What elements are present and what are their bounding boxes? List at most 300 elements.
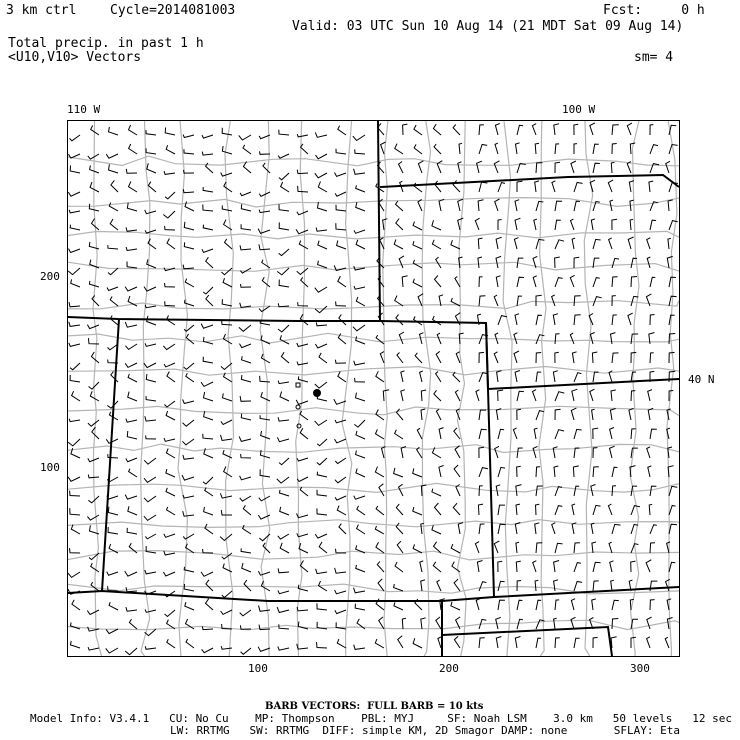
wind-barb (262, 260, 270, 268)
wind-barb (475, 218, 479, 230)
wind-barb (593, 637, 598, 648)
wind-barb (612, 486, 616, 496)
wind-barb (629, 408, 634, 420)
wind-barb (241, 375, 251, 382)
wind-barb (278, 534, 289, 539)
wind-barb-map (67, 120, 680, 657)
wind-barb (71, 622, 81, 629)
wind-barb (203, 187, 213, 192)
state-line (380, 175, 679, 187)
model-info-line2: LW: RRTMG SW: RRTMG DIFF: simple KM, 2D Smagor DAMP: none SFLAY: Eta (170, 724, 680, 737)
wind-barb (609, 542, 612, 553)
wind-barb (496, 237, 502, 249)
wind-barb (165, 610, 175, 617)
wind-barb (570, 333, 574, 344)
wind-barb (669, 334, 675, 345)
wind-barb (611, 333, 616, 344)
wind-barb (495, 124, 499, 136)
wind-barb (354, 496, 365, 500)
wind-barb (612, 315, 617, 325)
wind-barb (375, 639, 384, 648)
wind-barb (397, 353, 403, 364)
wind-barb (125, 571, 137, 576)
wind-barb (165, 301, 175, 306)
wind-barb (146, 130, 156, 135)
wind-barb (574, 638, 580, 648)
wind-barb (630, 466, 636, 477)
wind-barb (432, 489, 441, 496)
wind-barb (317, 642, 328, 648)
wind-barb (184, 149, 194, 154)
wind-barb (591, 523, 594, 534)
wind-barb (612, 467, 617, 477)
wind-barb (517, 277, 524, 287)
wind-barb (125, 363, 137, 367)
wind-barb (335, 477, 346, 483)
wind-barb (478, 200, 483, 211)
wind-barb (420, 561, 423, 572)
wind-barb (68, 439, 80, 446)
wind-barb (516, 561, 521, 572)
wind-barb (300, 487, 308, 496)
wind-barb (166, 449, 175, 459)
wind-barb (336, 205, 346, 211)
wind-barb (277, 607, 289, 612)
wind-barb (201, 572, 213, 576)
wind-barb (240, 344, 252, 348)
wind-barb (555, 352, 559, 363)
wind-barb (145, 210, 156, 214)
wind-barb (183, 495, 194, 498)
station-markers (296, 383, 321, 428)
wind-barb (516, 504, 520, 515)
wind-barb (612, 258, 619, 268)
wind-barb (146, 148, 156, 154)
wind-barb (436, 617, 441, 629)
wind-barb (555, 257, 560, 268)
wind-barb (437, 333, 441, 344)
wind-barb (182, 439, 194, 445)
model-info-line1: Model Info: V3.4.1 CU: No Cu MP: Thompson PBL: MYJ SF: Noah LSM 3.0 km 50 levels 12 sec (30, 712, 732, 725)
wind-barb (592, 542, 596, 553)
station-marker-hollow (296, 405, 300, 409)
wind-barb (221, 268, 232, 275)
wind-barb (186, 334, 194, 344)
wind-barb (125, 495, 137, 500)
wind-barb (337, 241, 346, 250)
wind-barb (436, 351, 441, 363)
wind-barb (69, 249, 81, 253)
wind-barb (108, 454, 118, 458)
wind-barb (356, 240, 365, 249)
wind-barb (316, 154, 328, 159)
wind-barb (517, 619, 523, 629)
wind-barb (439, 199, 444, 211)
wind-barb (650, 145, 658, 154)
wind-barb (516, 143, 520, 154)
wind-barb (315, 420, 327, 425)
wind-barb (241, 284, 252, 287)
wind-barb (479, 486, 483, 496)
wind-barb (279, 280, 289, 288)
wind-barb (335, 458, 346, 464)
wind-barb (278, 568, 289, 572)
map-canvas (68, 121, 679, 656)
wind-barb (279, 204, 289, 211)
wind-barb (109, 164, 119, 173)
wind-barb (281, 352, 289, 363)
wind-barb (338, 276, 346, 287)
wind-barb (555, 162, 560, 173)
wind-barb (339, 315, 346, 326)
wind-barb (317, 472, 327, 477)
wind-barb (165, 192, 175, 199)
wind-barb (377, 561, 384, 572)
wind-barb (356, 565, 365, 572)
wind-barb (413, 638, 422, 648)
wind-barb (336, 301, 346, 306)
wind-barb (650, 525, 657, 534)
station-marker-hollow (296, 383, 300, 387)
wind-barb (108, 527, 118, 534)
wind-barb (418, 161, 423, 173)
wind-barb (258, 229, 270, 234)
wind-barb (536, 467, 540, 477)
wind-barb (278, 381, 289, 384)
wind-barb (399, 332, 404, 344)
wind-barb (144, 458, 156, 464)
wind-barb (243, 505, 251, 515)
wind-barb (300, 428, 308, 439)
wind-barb (611, 637, 617, 648)
wind-barb (89, 242, 99, 249)
wind-barb (398, 636, 403, 648)
wind-barb (479, 145, 487, 155)
county-line (68, 198, 679, 207)
wind-barb (513, 428, 517, 439)
wind-barb (437, 580, 441, 591)
wind-barb (454, 465, 460, 477)
y-tick-100: 100 (40, 461, 60, 474)
wind-barb (70, 491, 80, 496)
wind-barb (260, 376, 270, 382)
wind-barb (536, 353, 541, 364)
wind-barb (338, 372, 346, 383)
wind-barb (259, 192, 270, 196)
wind-barb (590, 180, 595, 192)
wind-barb (401, 390, 405, 401)
wind-barb (183, 420, 195, 426)
wind-barb (258, 571, 270, 575)
wind-barb (379, 484, 384, 496)
wind-barb (71, 641, 81, 648)
wind-barb (421, 580, 425, 591)
wind-barb (183, 189, 194, 193)
wind-barb (574, 486, 579, 496)
wind-barb (202, 249, 213, 252)
wind-barb (397, 541, 403, 553)
wind-barb (647, 637, 650, 648)
wind-barb (206, 599, 214, 610)
wind-barb (590, 333, 594, 345)
wind-barb (145, 416, 156, 421)
wind-barb (650, 543, 655, 553)
wind-barb (555, 487, 562, 496)
wind-barb (68, 477, 80, 481)
wind-barb (574, 429, 582, 439)
wind-barb (183, 265, 194, 269)
wind-barb (498, 600, 505, 610)
wind-barb (395, 430, 403, 439)
wind-barb (240, 610, 251, 616)
wind-barb (436, 409, 441, 420)
wind-barb (593, 163, 600, 173)
wind-barb (315, 382, 327, 388)
wind-barb (315, 132, 327, 137)
wind-barb (356, 202, 365, 211)
wind-barb (453, 125, 460, 136)
wind-barb (647, 447, 650, 458)
wind-barb (631, 506, 640, 515)
wind-barb (69, 322, 80, 327)
wind-barb (70, 363, 80, 370)
wind-barb (421, 409, 425, 420)
wind-barb (536, 504, 540, 515)
wind-barb (106, 648, 118, 653)
wind-barb (277, 437, 289, 441)
wind-barb (535, 143, 539, 154)
wind-barb (338, 126, 346, 135)
wind-barb (574, 373, 581, 382)
wind-barb (146, 396, 156, 401)
wind-barb (476, 598, 481, 610)
wind-barb (244, 580, 251, 591)
wind-barb (280, 490, 290, 496)
wind-barb (337, 639, 346, 648)
wind-barb (109, 602, 118, 610)
x-tick-300: 300 (630, 662, 650, 675)
wind-barb (593, 239, 601, 249)
wind-barb (109, 127, 119, 135)
wind-barb (335, 439, 347, 443)
wind-barb (356, 185, 365, 192)
wind-barb (574, 296, 581, 306)
wind-barb (110, 297, 118, 307)
wind-barb (201, 324, 213, 329)
wind-barb (184, 242, 194, 249)
wind-barb (432, 525, 441, 534)
wind-barb (394, 240, 403, 250)
wind-barb (222, 206, 232, 212)
wind-barb (164, 534, 175, 537)
wind-barb (335, 360, 346, 364)
wind-barb (394, 602, 403, 610)
wind-barb (353, 325, 365, 331)
x-tick-200: 200 (439, 662, 459, 675)
y-tick-200: 200 (40, 270, 60, 283)
wind-barb (414, 125, 422, 135)
wind-barb (627, 123, 632, 135)
lon-label-100w: 100 W (562, 103, 596, 116)
wind-barb (125, 344, 137, 349)
wind-barb (375, 467, 384, 478)
wind-barb (315, 344, 327, 348)
wind-barb (202, 648, 213, 653)
wind-barb (126, 227, 137, 231)
wind-barb (514, 333, 518, 344)
forecast-hour: Fcst: 0 h (603, 3, 705, 18)
wind-barb (221, 435, 233, 441)
wind-barb (165, 128, 175, 136)
wind-barb (69, 419, 80, 422)
wind-barb (144, 363, 156, 368)
wind-barb (277, 268, 289, 275)
barb-note: BARB VECTORS: FULL BARB = 10 kts (265, 701, 484, 712)
wind-barb (479, 447, 484, 458)
wind-barb (536, 372, 541, 382)
wind-barb (420, 371, 423, 382)
wind-barb (279, 222, 289, 230)
wind-barb (650, 600, 655, 610)
wind-barb (395, 562, 403, 572)
wind-barb (552, 181, 556, 192)
wind-barb (87, 515, 99, 520)
wind-barb (552, 295, 555, 306)
wind-barb (437, 161, 442, 173)
wind-barb (591, 219, 595, 230)
wind-barb (498, 524, 506, 534)
wind-barb (224, 182, 232, 192)
wind-barb (650, 581, 657, 591)
wind-barb (438, 637, 441, 648)
wind-barb (260, 469, 270, 477)
wind-barb (146, 546, 156, 553)
county-line (93, 121, 102, 656)
wind-barb (145, 646, 156, 649)
wind-barb (453, 503, 460, 515)
wind-barb (127, 262, 137, 269)
wind-barb (183, 534, 194, 539)
wind-barb (435, 503, 442, 515)
wind-barb (353, 135, 365, 141)
wind-barb (517, 181, 522, 192)
wind-barb (555, 201, 562, 211)
wind-barb (186, 639, 194, 648)
wind-barb (413, 468, 422, 477)
wind-barb (357, 506, 365, 515)
wind-barb (204, 392, 214, 401)
wind-barb (167, 639, 175, 648)
wind-barb (554, 561, 560, 573)
wind-barb (240, 192, 251, 196)
wind-barb (478, 238, 482, 249)
wind-barb (669, 506, 676, 516)
wind-barb (316, 228, 327, 232)
wind-barb (650, 353, 654, 363)
wind-barb (574, 257, 579, 268)
wind-barb (164, 401, 175, 407)
wind-barb (494, 352, 498, 363)
wind-barb (182, 475, 194, 480)
wind-barb (356, 431, 365, 439)
wind-barb (495, 199, 500, 211)
wind-barb (222, 128, 232, 135)
x-tick-100: 100 (248, 662, 268, 675)
wind-barb (570, 275, 574, 287)
wind-barb (335, 496, 346, 500)
wind-barb (240, 396, 251, 401)
wind-barb (315, 287, 327, 292)
wind-barb (478, 504, 483, 515)
wind-barb (553, 314, 558, 325)
lon-label-110w: 110 W (67, 103, 101, 116)
wind-barb (278, 590, 289, 593)
wind-barb (356, 469, 365, 478)
wind-barb (111, 180, 118, 192)
wind-barb (357, 525, 365, 534)
wind-barb (356, 451, 365, 459)
wind-barb (401, 371, 405, 382)
wind-barb (355, 604, 365, 610)
wind-barb (317, 490, 327, 496)
wind-barb (535, 523, 540, 534)
wind-barb (354, 420, 365, 427)
wind-barb (166, 469, 175, 477)
wind-barb (146, 374, 156, 382)
wind-barb (611, 580, 614, 591)
wind-barb (184, 363, 194, 369)
wind-barb (650, 486, 656, 496)
wind-barb (533, 561, 537, 572)
wind-barb (203, 477, 213, 484)
wind-barb (299, 241, 308, 249)
wind-barb (611, 162, 614, 173)
wind-barb (669, 524, 677, 534)
wind-barb (300, 314, 308, 325)
wind-barb (515, 371, 520, 383)
wind-barb (610, 561, 614, 572)
wind-barb (495, 446, 499, 458)
wind-barb (574, 144, 577, 154)
wind-barb (262, 277, 270, 287)
wind-barb (126, 458, 137, 462)
wind-barb (439, 428, 444, 439)
wind-barb (647, 238, 651, 249)
wind-barb (127, 528, 137, 534)
wind-barb (242, 563, 251, 572)
wind-barb (458, 523, 463, 534)
wind-barb (592, 352, 597, 363)
wind-barb (354, 588, 366, 593)
wind-barb (88, 647, 99, 650)
wind-barb (650, 429, 657, 439)
wind-barb (555, 430, 564, 439)
wind-barb (222, 591, 232, 598)
wind-barb (298, 376, 308, 382)
wind-barb (70, 135, 81, 141)
wind-barb (68, 268, 80, 275)
wind-barb (554, 466, 558, 477)
wind-barb (555, 543, 563, 553)
wind-barb (555, 392, 564, 401)
wind-barb (479, 277, 483, 287)
wind-barb (278, 646, 289, 650)
wind-barb (261, 392, 270, 401)
wind-barb (144, 477, 156, 482)
wind-barb (571, 408, 576, 420)
wind-barb (241, 648, 252, 654)
wind-barb (335, 192, 346, 196)
